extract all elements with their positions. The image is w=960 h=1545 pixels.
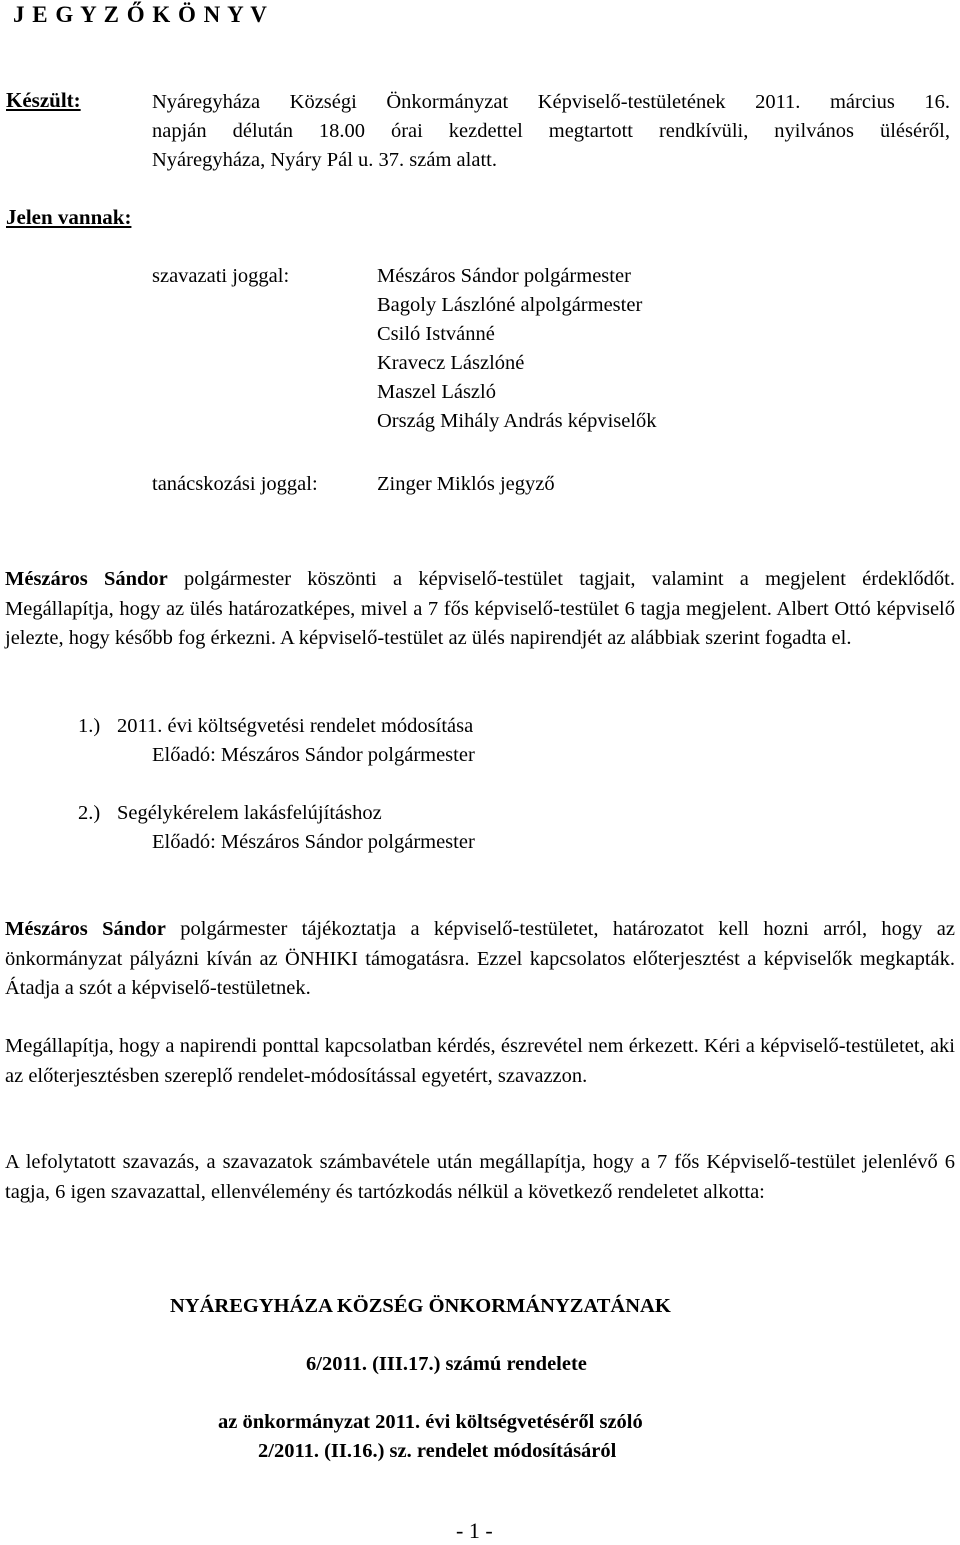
decree-heading: NYÁREGYHÁZA KÖZSÉG ÖNKORMÁNYZATÁNAK (170, 1295, 671, 1317)
paragraph-text: polgármester tájékoztatja a képviselő-testületet, határozatot kell hozni arról, hogy az önkormányzat pályázni kíván az ÖNHIKI támogatásra. Ezzel kapcsolatos előterjesztést a képviselők megkapták. Átadja a szót a képviselő-testületnek. (5, 918, 955, 999)
agenda-number: 2.) (78, 802, 101, 824)
paragraph-no-questions: Megállapítja, hogy a napirendi ponttal kapcsolatban kérdés, észrevétel nem érkezett. Kéri a képviselő-testületet, aki az előterjesztésben szereplő rendelet-módosítással egyetért, szavazzon. (5, 1035, 955, 1087)
tanacskozasi-member: Zinger Miklós jegyző (377, 473, 555, 495)
member-item: Csiló Istvánné (377, 323, 495, 345)
agenda-presenter: Előadó: Mészáros Sándor polgármester (152, 744, 475, 766)
agenda-title: 2011. évi költségvetési rendelet módosítása (117, 715, 474, 737)
member-item: Kravecz Lászlóné (377, 352, 525, 374)
decree-subject-line-1: az önkormányzat 2011. évi költségvetéséről szóló (218, 1411, 643, 1433)
speaker-name: Mészáros Sándor (5, 568, 168, 590)
keszult-line-3: Nyáregyháza, Nyáry Pál u. 37. szám alatt. (152, 149, 497, 171)
member-item: Bagoly Lászlóné alpolgármester (377, 294, 643, 316)
agenda-number: 1.) (78, 715, 101, 737)
keszult-line-2: napján délután 18.00 órai kezdettel megtartott rendkívüli, nyilvános üléséről, (152, 120, 950, 142)
szavazati-label: szavazati joggal: (152, 265, 290, 287)
paragraph-opening (5, 565, 955, 654)
decree-subject-line-2: 2/2011. (II.16.) sz. rendelet módosításáról (258, 1440, 617, 1462)
paragraph-vote-result: A lefolytatott szavazás, a szavazatok számbavétele után megállapítja, hogy a 7 fős Képviselő-testület jelenlévő 6 tagja, 6 igen szavazattal, ellenvélemény és tartózkodás nélkül a következő rendeletet alkotta: (5, 1151, 955, 1203)
paragraph-onhiki (5, 915, 955, 1004)
paragraph-text: polgármester köszönti a képviselő-testület tagjait, valamint a megjelent érdeklődőt. Megállapítja, hogy az ülés határozatképes, mivel a 7 fős képviselő-testület 6 tagja megjelent. Albert Ottó képviselő jelezte, hogy később fog érkezni. A képviselő-testület az ülés napirendjét az alábbiak szerint fogadta el. (5, 568, 955, 649)
document-title: J E G Y Z Ő K Ö N Y V (13, 2, 268, 27)
keszult-line-1: Nyáregyháza Községi Önkormányzat Képviselő-testületének 2011. március 16. (152, 91, 950, 113)
member-item: Maszel László (377, 381, 496, 403)
tanacskozasi-label: tanácskozási joggal: (152, 473, 318, 495)
decree-number: 6/2011. (III.17.) számú rendelete (306, 1353, 587, 1375)
page-number: - 1 - (456, 1518, 493, 1543)
agenda-title: Segélykérelem lakásfelújításhoz (117, 802, 382, 824)
jelen-label: Jelen vannak: (6, 205, 132, 229)
speaker-name: Mészáros Sándor (5, 918, 166, 940)
keszult-label: Készült: (6, 88, 81, 112)
member-item: Ország Mihály András képviselők (377, 410, 657, 432)
member-item: Mészáros Sándor polgármester (377, 265, 631, 287)
agenda-presenter: Előadó: Mészáros Sándor polgármester (152, 831, 475, 853)
